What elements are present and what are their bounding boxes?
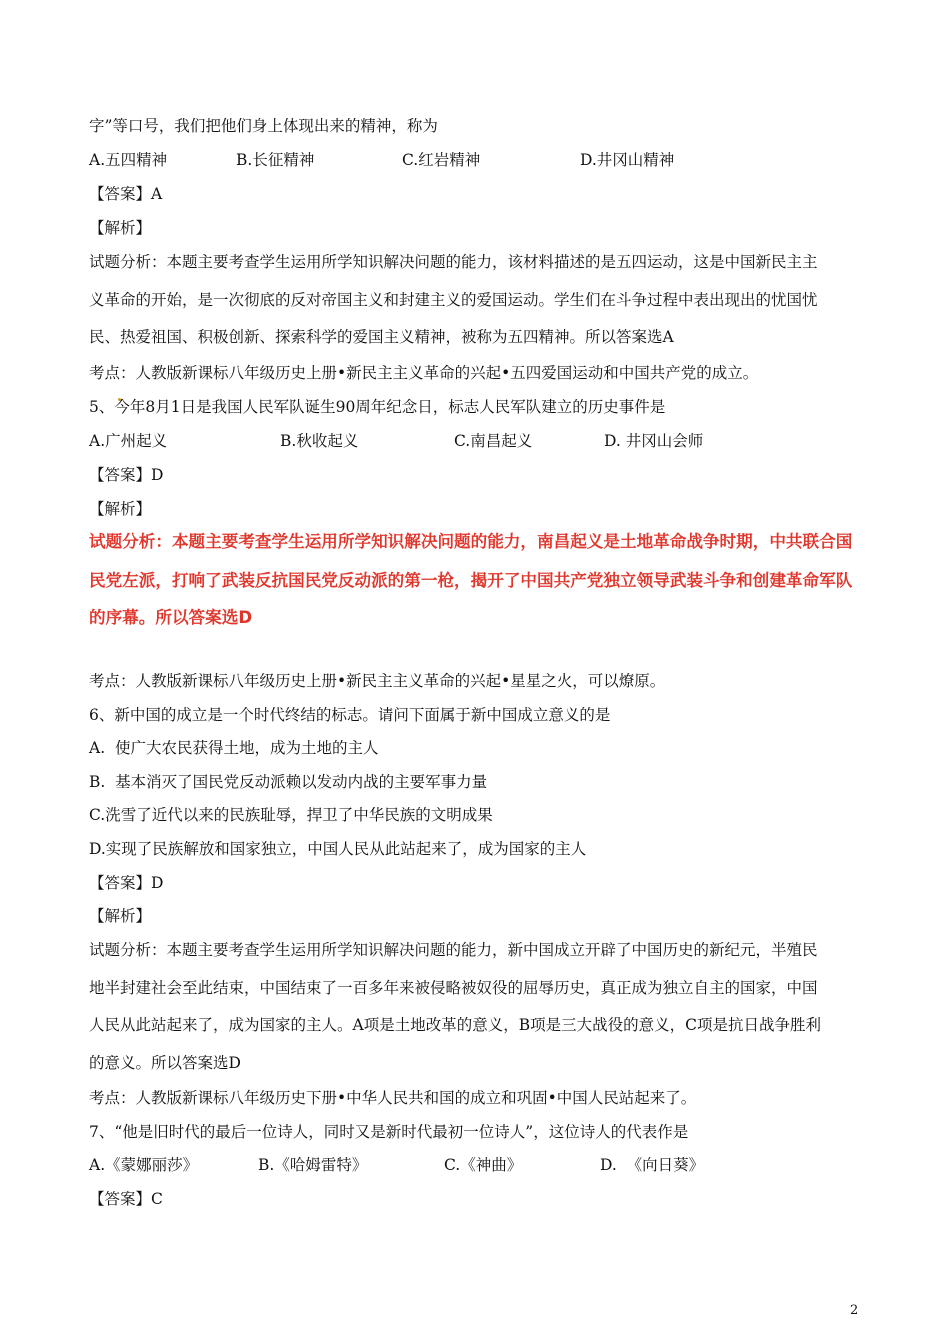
q6-analysis-line: 地半封建社会至此结束，中国结束了一百多年来被侵略被奴役的屈辱历史，真正成为独立自主的国家，中国: [89, 979, 818, 997]
q5-analysis-line: 的序幕。所以答案选D: [89, 608, 253, 627]
q4-option-a: A.五四精神: [89, 151, 168, 169]
q4-option-c: C.红岩精神: [402, 151, 481, 169]
q5-kaodian: 考点：人教版新课标八年级历史上册•新民主主义革命的兴起•星星之火，可以燎原。: [89, 672, 666, 690]
q6-option-a: A. 使广大农民获得土地，成为土地的主人: [89, 739, 379, 757]
page-number: 2: [850, 1303, 859, 1318]
q5-analysis-line: 试题分析：本题主要考查学生运用所学知识解决问题的能力，南昌起义是土地革命战争时期，中共联合国: [89, 532, 853, 551]
q6-option-c: C.洗雪了近代以来的民族耻辱，捍卫了中华民族的文明成果: [89, 806, 493, 824]
q6-option-b: B. 基本消灭了国民党反动派赖以发动内战的主要军事力量: [89, 773, 488, 791]
q4-answer: 【答案】A: [89, 185, 163, 203]
q7-option-b: B.《哈姆雷特》: [258, 1156, 368, 1174]
q7-answer: 【答案】C: [89, 1190, 163, 1208]
q6-analysis-line: 人民从此站起来了，成为国家的主人。A项是土地改革的意义，B项是三大战役的意义，C项是抗日战争胜利: [89, 1016, 821, 1034]
q5-answer: 【答案】D: [89, 466, 164, 484]
q6-analysis-line: 的意义。所以答案选D: [89, 1054, 241, 1072]
q5-stem: 5、今年8月1日是我国人民军队诞生90周年纪念日，标志人民军队建立的历史事件是: [89, 398, 666, 416]
q6-analysis-line: 试题分析：本题主要考查学生运用所学知识解决问题的能力，新中国成立开辟了中国历史的新纪元，半殖民: [89, 941, 818, 959]
q5-analysis-label: 【解析】: [89, 500, 152, 518]
q4-option-d: D.井冈山精神: [580, 151, 675, 169]
q4-option-b: B.长征精神: [236, 151, 315, 169]
q4-analysis-line: 义革命的开始，是一次彻底的反对帝国主义和封建主义的爱国运动。学生们在斗争过程中表出现出的忧国忧: [89, 291, 818, 309]
q5-option-d: D. 井冈山会师: [604, 432, 704, 450]
q6-stem: 6、新中国的成立是一个时代终结的标志。请问下面属于新中国成立意义的是: [89, 706, 611, 724]
q7-option-d: D. 《向日葵》: [600, 1156, 705, 1174]
q7-option-c: C.《神曲》: [444, 1156, 523, 1174]
q6-kaodian: 考点：人教版新课标八年级历史下册•中华人民共和国的成立和巩固•中国人民站起来了。: [89, 1089, 697, 1107]
q4-analysis-label: 【解析】: [89, 219, 152, 237]
q5-option-a: A.广州起义: [89, 432, 168, 450]
q4-analysis-line: 民、热爱祖国、积极创新、探索科学的爱国主义精神，被称为五四精神。所以答案选A: [89, 328, 674, 346]
q4-analysis-line: 试题分析：本题主要考查学生运用所学知识解决问题的能力，该材料描述的是五四运动，这是中国新民主主: [89, 253, 818, 271]
q4-stem-tail: 字”等口号，我们把他们身上体现出来的精神，称为: [89, 117, 438, 135]
q6-analysis-label: 【解析】: [89, 907, 152, 925]
q7-option-a: A.《蒙娜丽莎》: [89, 1156, 199, 1174]
q7-stem: 7、“他是旧时代的最后一位诗人，同时又是新时代最初一位诗人”，这位诗人的代表作是: [89, 1123, 689, 1141]
q6-answer: 【答案】D: [89, 874, 164, 892]
q4-kaodian: 考点：人教版新课标八年级历史上册•新民主主义革命的兴起•五四爱国运动和中国共产党的成立。: [89, 364, 759, 382]
q5-analysis-line: 民党左派，打响了武装反抗国民党反动派的第一枪，揭开了中国共产党独立领导武装斗争和创建革命军队: [89, 571, 853, 590]
q6-option-d: D.实现了民族解放和国家独立，中国人民从此站起来了，成为国家的主人: [89, 840, 587, 858]
q5-option-b: B.秋收起义: [280, 432, 359, 450]
q5-option-c: C.南昌起义: [454, 432, 533, 450]
